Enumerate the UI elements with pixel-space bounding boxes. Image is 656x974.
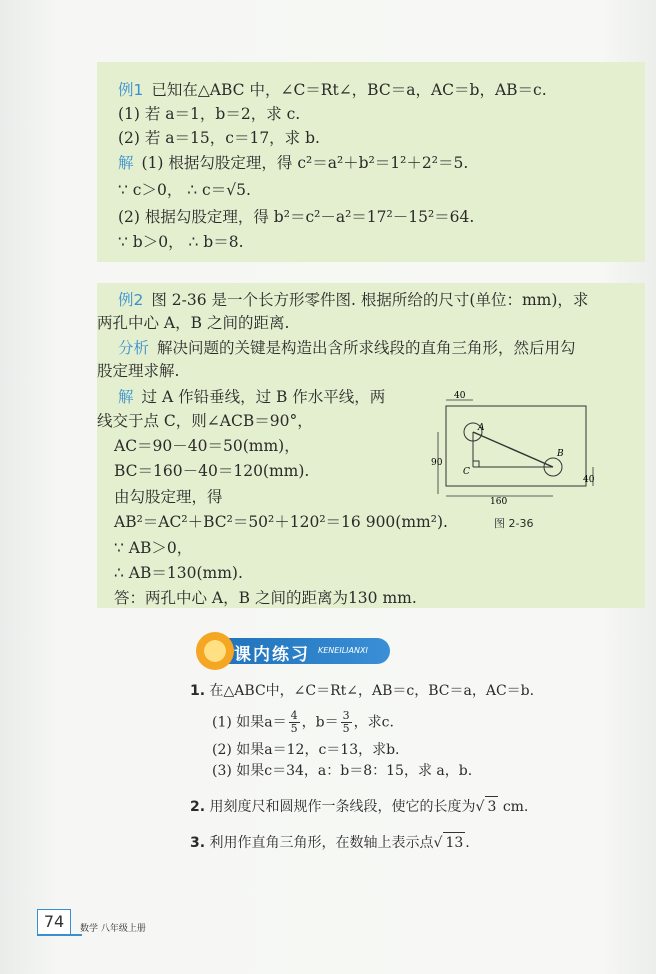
right-angle-mark: [473, 461, 479, 467]
example1-solution-tag: 解: [118, 154, 134, 172]
exercise-1-part-1-pre: (1) 如果a＝: [212, 714, 287, 731]
example2-statement-line-1: [118, 290, 588, 310]
exercise-badge-title: 课内练习: [234, 645, 310, 665]
part-diagram: [428, 388, 608, 513]
fraction-a-denominator: 5: [290, 722, 298, 735]
example2-solution-line-5: 由勾股定理，得: [114, 488, 223, 506]
exercise-1-part-2: (2) 如果a＝12，c＝13，求b.: [212, 742, 400, 758]
example2-solution-line-7: ∵ AB＞0，: [114, 539, 193, 557]
example1-solution-line-1: [118, 153, 468, 173]
exercise-1-number: 1.: [190, 683, 206, 699]
example2-statement-line-2: 两孔中心 A，B 之间的距离.: [97, 314, 290, 332]
star-icon: [196, 632, 234, 670]
exercise-1: [190, 681, 534, 701]
example1-question-1: (1) 若 a＝1，b＝2，求 c.: [118, 105, 301, 123]
exercise-1-part-3: (3) 如果c＝34，a：b＝8：15，求 a，b.: [212, 763, 473, 779]
footer-rule: [37, 934, 82, 936]
example2-analysis-tag: 分析: [118, 339, 150, 357]
exercise-2-radicand: 3: [485, 796, 498, 817]
exercise-badge-subtitle: KENEILIANXI: [318, 646, 368, 655]
example2-solution-line-8: ∴ AB＝130(mm).: [114, 564, 243, 582]
sqrt-sign: √: [475, 799, 485, 815]
fraction-a-numerator: 4: [290, 709, 298, 722]
example1-question-2: (2) 若 a＝15，c＝17，求 b.: [118, 129, 320, 147]
exercise-1-text: 在△ABC中，∠C＝Rt∠，AB＝c，BC＝a，AC＝b.: [209, 683, 535, 699]
exercise-badge: [200, 638, 390, 664]
example2-solution-line-6: AB²＝AC²＋BC²＝50²＋120²＝16 900(mm²).: [114, 513, 448, 531]
exercise-2-unit: cm.: [502, 799, 529, 815]
exercise-2: [190, 796, 528, 817]
example2-tag: 例2: [118, 291, 144, 309]
example2-statement-1: 图 2-36 是一个长方形零件图. 根据所给的尺寸(单位：mm)，求: [151, 291, 589, 309]
example1-tag: 例1: [118, 81, 144, 99]
dim-right: 40: [583, 475, 595, 485]
fraction-b: [341, 710, 352, 735]
exercise-3: [190, 832, 470, 853]
sqrt-sign: √: [433, 835, 443, 851]
exercise-1-part-1: [212, 710, 394, 735]
example1-solution-line-3: (2) 根据勾股定理，得 b²＝c²－a²＝17²－15²＝64.: [118, 208, 475, 226]
example1-solution-text-1: (1) 根据勾股定理，得 c²＝a²＋b²＝1²＋2²＝5.: [141, 154, 469, 172]
book-title: 数学 八年级上册: [80, 924, 146, 934]
label-a: A: [478, 423, 485, 433]
example1-solution-line-2: ∵ c＞0， ∴ c＝√5.: [118, 181, 251, 199]
exercise-1-part-1-mid: ，b＝: [301, 714, 339, 731]
example2-solution-tag: 解: [118, 388, 134, 406]
label-c: C: [463, 467, 470, 477]
fraction-b-denominator: 5: [342, 722, 350, 735]
example2-solution-line-1: [118, 387, 385, 407]
exercise-3-number: 3.: [190, 835, 206, 851]
figure-caption: 图 2-36: [494, 517, 534, 530]
example2-solution-line-3: AC＝90－40＝50(mm)，: [114, 437, 300, 455]
example2-solution-line-4: BC＝160－40＝120(mm).: [114, 462, 310, 480]
example2-solution-text-1: 过 A 作铅垂线，过 B 作水平线，两: [141, 388, 386, 406]
example1-statement-line: [118, 80, 547, 100]
dim-top: 40: [454, 391, 466, 401]
exercise-3-end: .: [465, 835, 470, 851]
exercise-2-text: 用刻度尺和圆规作一条线段，使它的长度为: [209, 799, 476, 815]
example2-analysis-1: 解决问题的关键是构造出含所求线段的直角三角形，然后用勾: [157, 339, 576, 357]
exercise-1-part-1-post: ，求c.: [353, 714, 394, 731]
dim-bottom: 160: [490, 497, 508, 507]
exercise-3-text: 利用作直角三角形，在数轴上表示点: [209, 835, 434, 851]
segment-ab: [473, 432, 553, 467]
fraction-a: [289, 710, 300, 735]
exercise-3-radicand: 13: [443, 832, 465, 853]
example2-answer: 答：两孔中心 A，B 之间的距离为130 mm.: [114, 589, 417, 607]
page-number: 74: [37, 909, 71, 935]
example2-solution-line-2: 线交于点 C，则∠ACB＝90°，: [97, 412, 313, 430]
fraction-b-numerator: 3: [342, 709, 350, 722]
label-b: B: [557, 449, 564, 459]
example2-analysis-line-2: 股定理求解.: [97, 362, 180, 380]
example2-analysis-line-1: [118, 338, 576, 358]
exercise-2-number: 2.: [190, 799, 206, 815]
dim-left: 90: [431, 458, 443, 468]
example1-statement: 已知在△ABC 中，∠C＝Rt∠，BC＝a，AC＝b，AB＝c.: [151, 81, 547, 99]
example1-solution-line-4: ∵ b＞0， ∴ b＝8.: [118, 233, 244, 251]
